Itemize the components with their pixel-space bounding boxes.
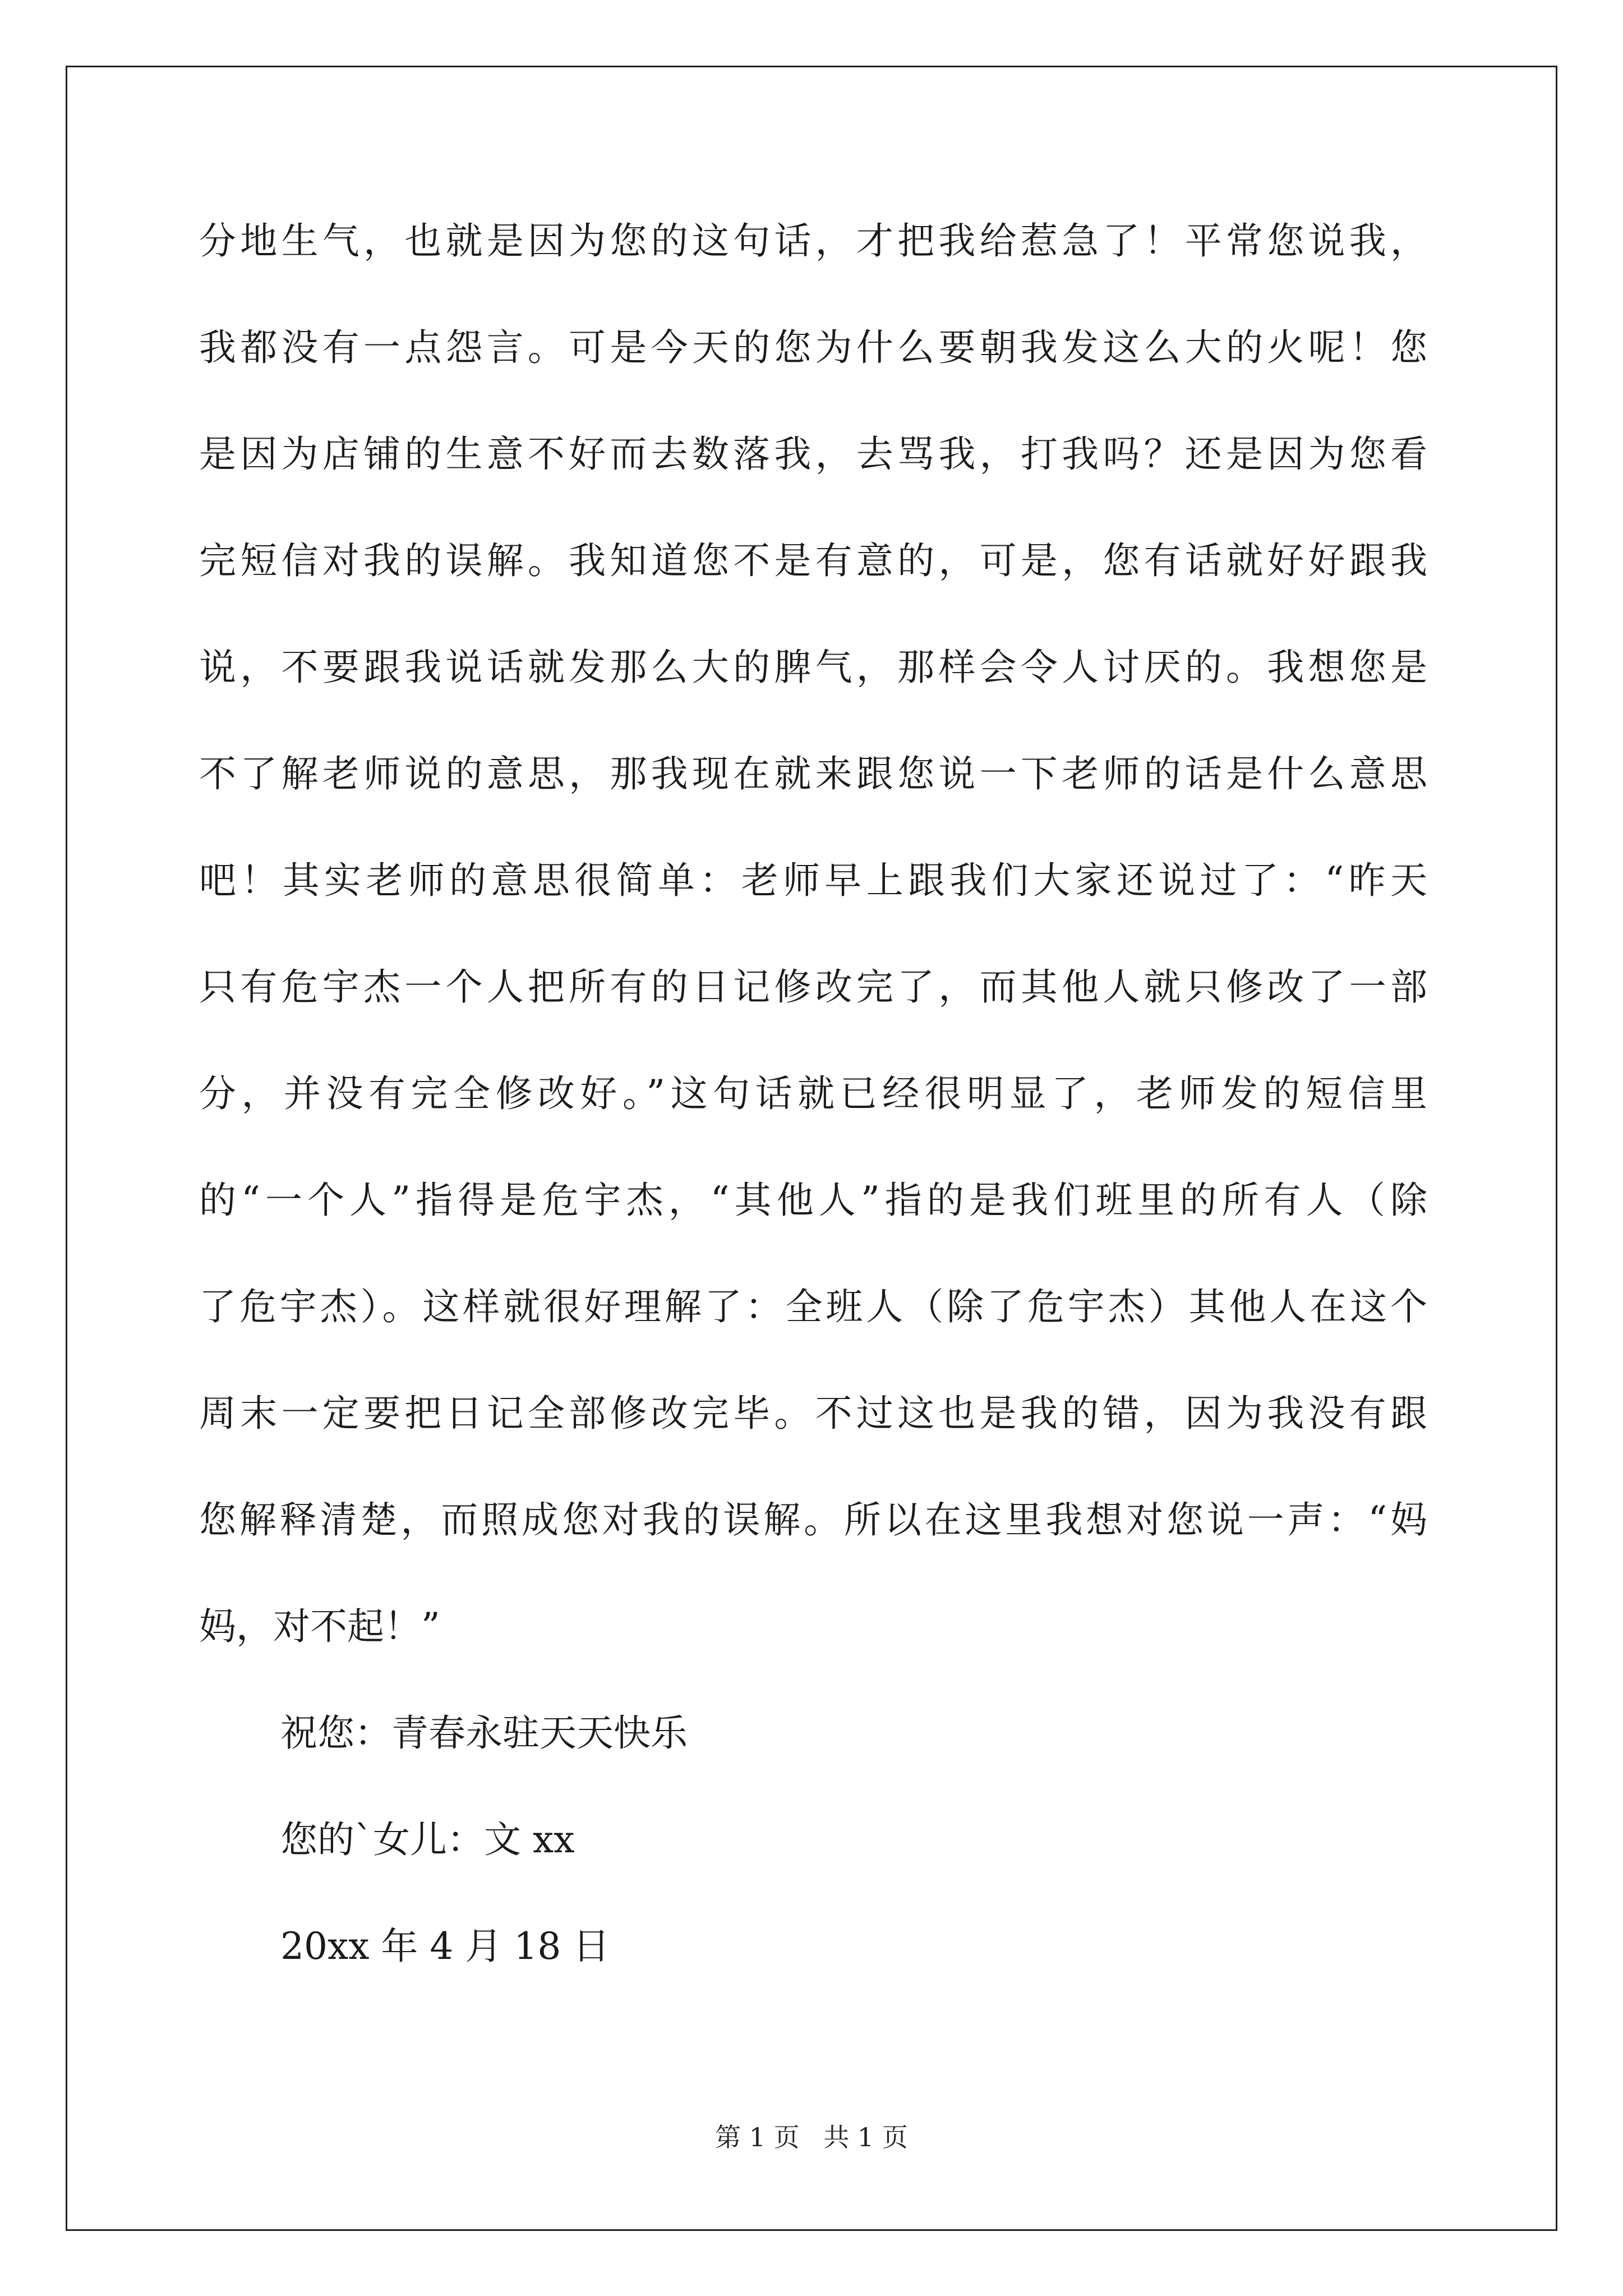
text-line: 的“一个人”指得是危宇杰，“其他人”指的是我们班里的所有人（除 — [199, 1179, 1427, 1222]
text-line: 了危宇杰）。这样就很好理解了：全班人（除了危宇杰）其他人在这个 — [199, 1285, 1427, 1328]
text-line: 周末一定要把日记全部修改完毕。不过这也是我的错，因为我没有跟 — [199, 1392, 1427, 1435]
page-footer — [0, 2120, 1623, 2154]
page-total: 共 1 页 — [823, 2122, 908, 2152]
text-line: 说，不要跟我说话就发那么大的脾气，那样会令人讨厌的。我想您是 — [199, 646, 1427, 689]
text-line: 我都没有一点怨言。可是今天的您为什么要朝我发这么大的火呢！您 — [199, 326, 1427, 369]
closing-date: 20xx 年 4 月 18 日 — [280, 1925, 610, 1968]
text-line: 分地生气，也就是因为您的这句话，才把我给惹急了！平常您说我， — [199, 219, 1427, 263]
text-line: 是因为店铺的生意不好而去数落我，去骂我，打我吗？还是因为您看 — [199, 432, 1427, 476]
text-line: 不了解老师说的意思，那我现在就来跟您说一下老师的话是什么意思 — [199, 752, 1427, 795]
closing-signature: 您的`女儿：文 xx — [280, 1818, 575, 1861]
text-line: 完短信对我的误解。我知道您不是有意的，可是，您有话就好好跟我 — [199, 539, 1427, 582]
page-frame — [66, 66, 1557, 2231]
text-line: 分，并没有完全修改好。”这句话就已经很明显了，老师发的短信里 — [199, 1072, 1427, 1115]
text-line: 吧！其实老师的意思很简单：老师早上跟我们大家还说过了：“昨天 — [199, 859, 1427, 902]
text-line: 只有危宇杰一个人把所有的日记修改完了，而其他人就只修改了一部 — [199, 965, 1427, 1009]
page-number: 第 1 页 — [715, 2122, 800, 2152]
closing-wish: 祝您：青春永驻天天快乐 — [280, 1711, 688, 1755]
text-line: 您解释清楚，而照成您对我的误解。所以在这里我想对您说一声：“妈 — [199, 1498, 1427, 1542]
text-line-last: 妈，对不起！” — [199, 1605, 440, 1648]
